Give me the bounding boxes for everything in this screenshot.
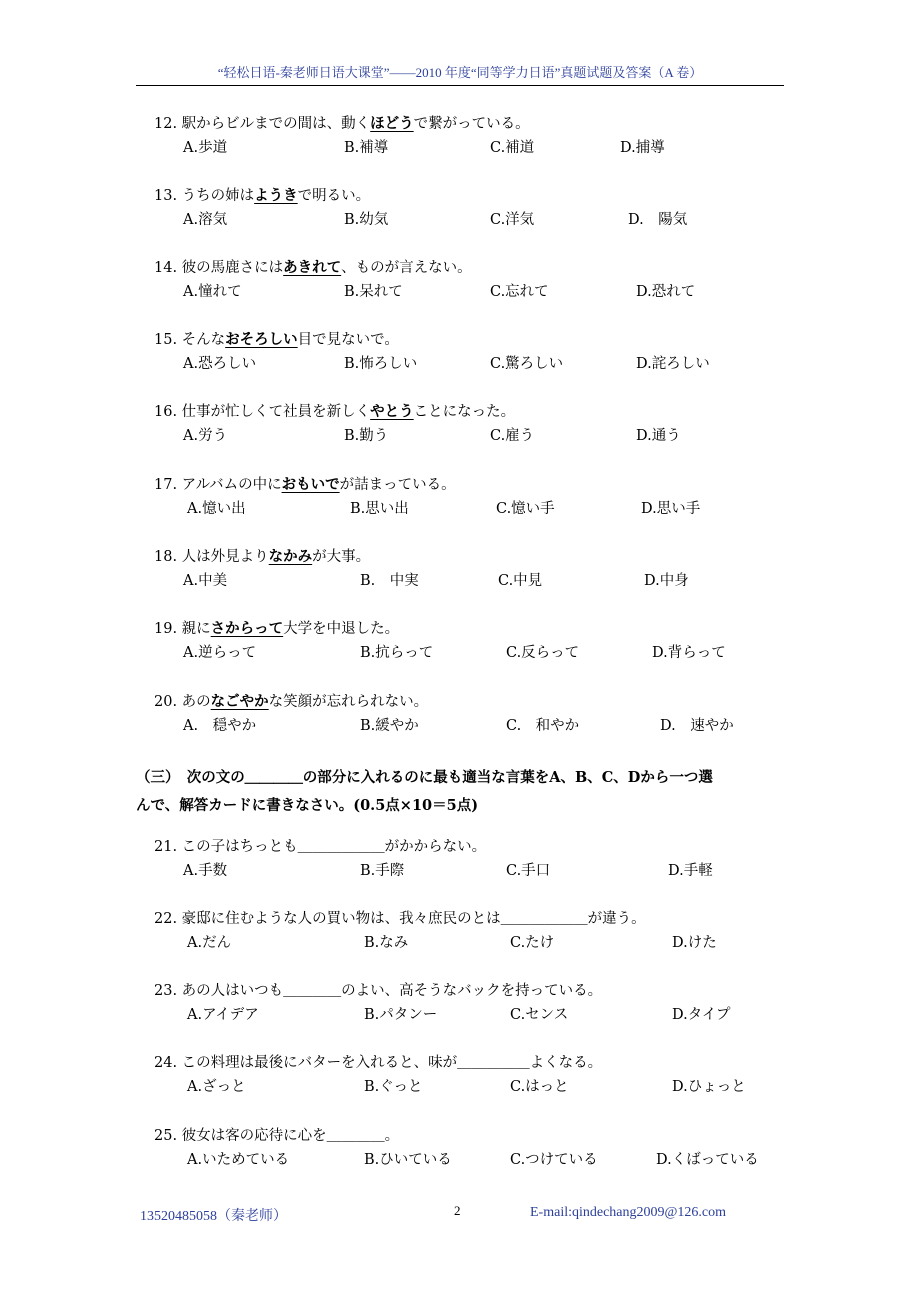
option-c[interactable]: C.忘れて: [490, 284, 549, 300]
stem-before: 彼の馬鹿さには: [181, 260, 284, 276]
question-number: 17.: [154, 477, 178, 493]
target-word: おそろしい: [225, 331, 298, 348]
option-b[interactable]: B.思い出: [350, 501, 409, 517]
option-a[interactable]: A.逆らって: [183, 645, 257, 661]
option-d[interactable]: D.けた: [672, 935, 717, 951]
option-b[interactable]: B.緩やか: [360, 718, 419, 734]
option-b[interactable]: B.ひいている: [364, 1152, 452, 1168]
option-a[interactable]: A.憧れて: [183, 284, 242, 300]
footer-email: E-mail:qindechang2009@126.com: [530, 1205, 727, 1220]
target-word: やとう: [370, 403, 414, 420]
options-row: [154, 426, 681, 448]
question-stem: [154, 475, 456, 495]
option-a[interactable]: A.中美: [183, 573, 228, 589]
question-number: 18.: [154, 549, 178, 565]
blank: ＿＿＿＿＿＿: [500, 911, 588, 927]
stem-after: 目で見ないで。: [297, 332, 399, 348]
stem-after: のよい、高そうなバックを持っている。: [341, 983, 603, 999]
page-number: 2: [454, 1203, 461, 1218]
stem-before: うちの姉は: [181, 188, 255, 204]
options-row: [154, 1077, 746, 1099]
question-number: 13.: [154, 188, 178, 204]
option-d[interactable]: D.恐れて: [636, 284, 696, 300]
stem-before: 駅からビルまでの間は、動く: [181, 116, 371, 132]
option-b[interactable]: B. 中実: [360, 573, 419, 589]
stem-after: 、ものが言えない。: [341, 260, 472, 276]
question-20: [154, 692, 734, 738]
question-23: [154, 981, 731, 1027]
option-d[interactable]: D.手軽: [668, 863, 713, 879]
question-stem: [154, 909, 646, 929]
option-b[interactable]: B.パタンー: [364, 1007, 438, 1023]
stem-before: 人は外見より: [181, 549, 269, 565]
question-stem: [154, 619, 399, 639]
section-3-line-2: んで、解答カードに書きなさい。(0.5点×10＝5点): [136, 797, 479, 814]
options-row: [154, 282, 696, 304]
option-b[interactable]: B.ぐっと: [364, 1079, 423, 1095]
target-word: おもいで: [281, 476, 340, 493]
option-a[interactable]: A.労う: [183, 428, 228, 444]
options-row: [154, 210, 688, 232]
question-21: [154, 837, 713, 883]
option-a[interactable]: A. 穏やか: [183, 718, 257, 734]
options-row: [154, 643, 726, 665]
option-b[interactable]: B.手際: [360, 863, 405, 879]
option-d[interactable]: D.背らって: [652, 645, 726, 661]
option-c[interactable]: C.たけ: [510, 935, 555, 951]
option-d[interactable]: D.タイプ: [672, 1007, 731, 1023]
option-c[interactable]: C.センス: [510, 1007, 569, 1023]
stem-after: で明るい。: [297, 188, 371, 204]
option-c[interactable]: C.反らって: [506, 645, 580, 661]
stem-before: あの: [181, 694, 211, 710]
option-a[interactable]: A.ざっと: [187, 1079, 246, 1095]
option-c[interactable]: C.つけている: [510, 1152, 598, 1168]
target-word: さからって: [210, 620, 284, 637]
question-stem: [154, 1053, 602, 1073]
question-stem: [154, 114, 530, 134]
question-14: [154, 258, 696, 304]
question-stem: [154, 692, 428, 712]
question-24: [154, 1053, 746, 1099]
option-d[interactable]: D.中身: [644, 573, 689, 589]
question-25: [154, 1126, 759, 1172]
option-c[interactable]: C.洋気: [490, 212, 535, 228]
question-12: [154, 114, 665, 160]
target-word: あきれて: [283, 259, 342, 276]
options-row: [154, 571, 689, 593]
header-rule: [136, 85, 784, 86]
question-number: 16.: [154, 404, 178, 420]
stem-after: よくなる。: [529, 1055, 603, 1071]
page-header: “轻松日语-秦老师日语大课堂”——2010 年度“同等学力日语”真题试题及答案（A 卷）: [217, 65, 703, 80]
option-c[interactable]: C. 和やか: [506, 718, 580, 734]
stem-before: 豪邸に住むような人の買い物は、我々庶民のとは: [181, 911, 501, 927]
target-word: なごやか: [210, 693, 269, 710]
options-row: [154, 933, 717, 955]
option-d[interactable]: D.思い手: [641, 501, 701, 517]
option-d[interactable]: D.くばっている: [656, 1152, 759, 1168]
target-word: なかみ: [268, 548, 313, 565]
question-number: 12.: [154, 116, 178, 132]
option-b[interactable]: B.呆れて: [344, 284, 403, 300]
option-c[interactable]: C.中見: [498, 573, 543, 589]
stem-before: あの人はいつも: [181, 983, 284, 999]
stem-after: が違う。: [587, 911, 646, 927]
option-b[interactable]: B.なみ: [364, 935, 409, 951]
blank: ＿＿＿＿＿＿: [297, 839, 385, 855]
option-a[interactable]: A.憶い出: [187, 501, 246, 517]
stem-after: がかからない。: [384, 839, 487, 855]
question-stem: [154, 186, 370, 206]
footer-phone: 13520485058（秦老师）: [140, 1209, 287, 1224]
question-13: [154, 186, 688, 232]
option-a[interactable]: A.溶気: [183, 212, 228, 228]
question-stem: [154, 258, 472, 278]
option-b[interactable]: B.補導: [344, 140, 389, 156]
blank: ＿＿＿＿: [326, 1128, 385, 1144]
stem-before: そんな: [181, 332, 226, 348]
stem-before: 仕事が忙しくて社員を新しく: [181, 404, 371, 420]
question-number: 24.: [154, 1055, 178, 1071]
options-row: [154, 354, 710, 376]
question-18: [154, 547, 689, 593]
section-3-line-1: （三） 次の文の＿＿＿＿の部分に入れるのに最も適当な言葉をA、B、C、Dから一つ選: [136, 769, 713, 786]
options-row: [154, 1150, 759, 1172]
question-number: 14.: [154, 260, 178, 276]
option-d[interactable]: D.捕導: [620, 140, 665, 156]
option-c[interactable]: C.補道: [490, 140, 535, 156]
stem-after: で繋がっている。: [413, 116, 530, 132]
question-number: 15.: [154, 332, 178, 348]
question-stem: [154, 547, 370, 567]
option-a[interactable]: A.だん: [187, 935, 232, 951]
option-a[interactable]: A.いためている: [187, 1152, 290, 1168]
stem-after: 。: [384, 1128, 400, 1144]
option-d[interactable]: D. 速やか: [660, 718, 734, 734]
option-d[interactable]: D. 陽気: [628, 212, 688, 228]
stem-before: 彼女は客の応待に心を: [181, 1128, 327, 1144]
stem-after: ことになった。: [413, 404, 516, 420]
question-stem: [154, 402, 515, 422]
question-15: [154, 330, 710, 376]
question-19: [154, 619, 726, 665]
question-22: [154, 909, 717, 955]
option-d[interactable]: D.詫ろしい: [636, 356, 710, 372]
question-number: 22.: [154, 911, 178, 927]
question-number: 20.: [154, 694, 178, 710]
option-c[interactable]: C.憶い手: [496, 501, 555, 517]
option-c[interactable]: C.驚ろしい: [490, 356, 564, 372]
question-number: 19.: [154, 621, 178, 637]
stem-before: この料理は最後にバターを入れると、味が: [181, 1055, 458, 1071]
options-row: [154, 138, 665, 160]
question-stem: [154, 837, 486, 857]
option-b[interactable]: B.幼気: [344, 212, 389, 228]
option-c[interactable]: C.雇う: [490, 428, 535, 444]
section-3-instructions: [136, 764, 791, 820]
stem-before: この子はちっとも: [181, 839, 298, 855]
question-stem: [154, 330, 399, 350]
stem-before: アルバムの中に: [181, 477, 282, 493]
question-17: [154, 475, 701, 521]
option-b[interactable]: B.勤う: [344, 428, 389, 444]
blank: ＿＿＿＿: [283, 983, 342, 999]
option-a[interactable]: A.歩道: [183, 140, 228, 156]
option-c[interactable]: C.手口: [506, 863, 551, 879]
target-word: ほどう: [370, 115, 414, 132]
option-b[interactable]: B.怖ろしい: [344, 356, 418, 372]
options-row: [154, 1005, 731, 1027]
options-row: [154, 716, 734, 738]
option-a[interactable]: A.恐ろしい: [183, 356, 257, 372]
stem-before: 親に: [181, 621, 211, 637]
option-d[interactable]: D.通う: [636, 428, 681, 444]
option-b[interactable]: B.抗らって: [360, 645, 434, 661]
question-number: 23.: [154, 983, 178, 999]
options-row: [154, 499, 701, 521]
options-row: [154, 861, 713, 883]
option-a[interactable]: A.手数: [183, 863, 228, 879]
question-number: 21.: [154, 839, 178, 855]
stem-after: が詰まっている。: [339, 477, 456, 493]
question-16: [154, 402, 681, 448]
question-number: 25.: [154, 1128, 178, 1144]
option-a[interactable]: A.アイデア: [187, 1007, 259, 1023]
stem-after: が大事。: [312, 549, 371, 565]
stem-after: な笑顔が忘れられない。: [268, 694, 429, 710]
stem-after: 大学を中退した。: [283, 621, 400, 637]
question-stem: [154, 1126, 399, 1146]
target-word: ようき: [254, 187, 298, 204]
question-stem: [154, 981, 602, 1001]
blank: ＿＿＿＿＿: [457, 1055, 530, 1071]
option-c[interactable]: C.はっと: [510, 1079, 569, 1095]
option-d[interactable]: D.ひょっと: [672, 1079, 746, 1095]
